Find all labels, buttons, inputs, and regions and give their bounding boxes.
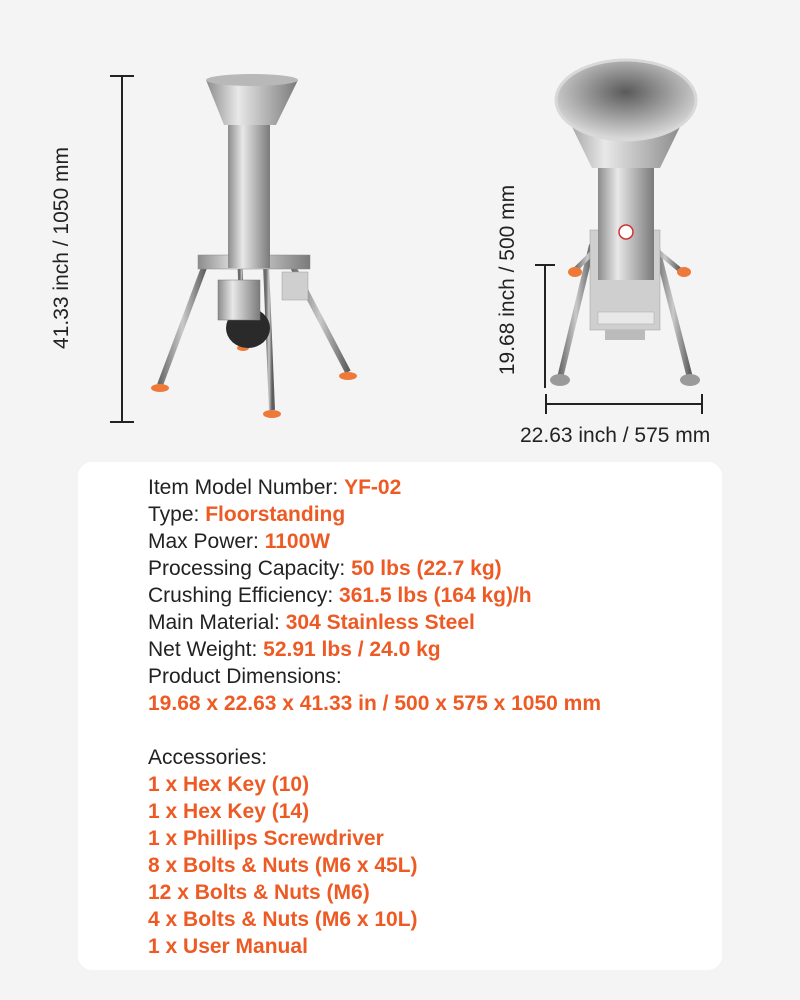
machine-front-view <box>151 74 357 418</box>
spec-item-capacity <box>148 555 601 582</box>
accessories-list <box>148 771 418 960</box>
spec-label: Type: <box>148 503 200 526</box>
spec-value: Floorstanding <box>205 503 346 526</box>
product-illustration <box>0 0 800 460</box>
accessory-item: 8 x Bolts & Nuts (M6 x 45L) <box>148 854 418 877</box>
accessory-item: 1 x Phillips Screwdriver <box>148 827 384 850</box>
spec-item-dimensions-value <box>148 690 601 717</box>
spec-item-efficiency <box>148 582 601 609</box>
spec-item-type <box>148 501 601 528</box>
machine-top-view <box>550 60 700 386</box>
product-figure <box>0 0 800 460</box>
spec-label: Item Model Number: <box>148 476 339 499</box>
spec-label: Main Material: <box>148 611 280 634</box>
spec-list <box>148 474 601 717</box>
spec-value: 50 lbs (22.7 kg) <box>351 557 502 580</box>
spec-value: 19.68 x 22.63 x 41.33 in / 500 x 575 x 1050 mm <box>148 692 602 715</box>
spec-value: 52.91 lbs / 24.0 kg <box>263 638 441 661</box>
accessory-item: 12 x Bolts & Nuts (M6) <box>148 881 370 904</box>
spec-value: YF-02 <box>344 476 402 499</box>
spec-item-dimensions-label <box>148 663 601 690</box>
width-dimension-line <box>546 394 702 414</box>
accessory-item: 1 x Hex Key (10) <box>148 773 310 796</box>
spec-item-power <box>148 528 601 555</box>
top-height-label: 19.68 inch / 500 mm <box>496 184 519 376</box>
spec-value: 304 Stainless Steel <box>285 611 475 634</box>
accessory-item: 4 x Bolts & Nuts (M6 x 10L) <box>148 908 418 931</box>
top-height-dimension-line <box>535 265 555 388</box>
height-dimension-line <box>110 76 134 422</box>
spec-label: Processing Capacity: <box>148 557 346 580</box>
accessory-item: 1 x User Manual <box>148 935 308 958</box>
spec-value: 361.5 lbs (164 kg)/h <box>339 584 532 607</box>
spec-label: Max Power: <box>148 530 259 553</box>
accessory-item: 1 x Hex Key (14) <box>148 800 310 823</box>
spec-label: Crushing Efficiency: <box>148 584 334 607</box>
spec-item-model <box>148 474 601 501</box>
height-label: 41.33 inch / 1050 mm <box>50 147 73 349</box>
spec-value: 1100W <box>264 530 331 553</box>
spec-card <box>78 462 722 970</box>
accessories-title: Accessories: <box>148 746 268 769</box>
spec-item-material <box>148 609 601 636</box>
spec-item-weight <box>148 636 601 663</box>
spec-label: Net Weight: <box>148 638 258 661</box>
spec-label: Product Dimensions: <box>148 665 342 688</box>
width-label: 22.63 inch / 575 mm <box>520 424 711 447</box>
